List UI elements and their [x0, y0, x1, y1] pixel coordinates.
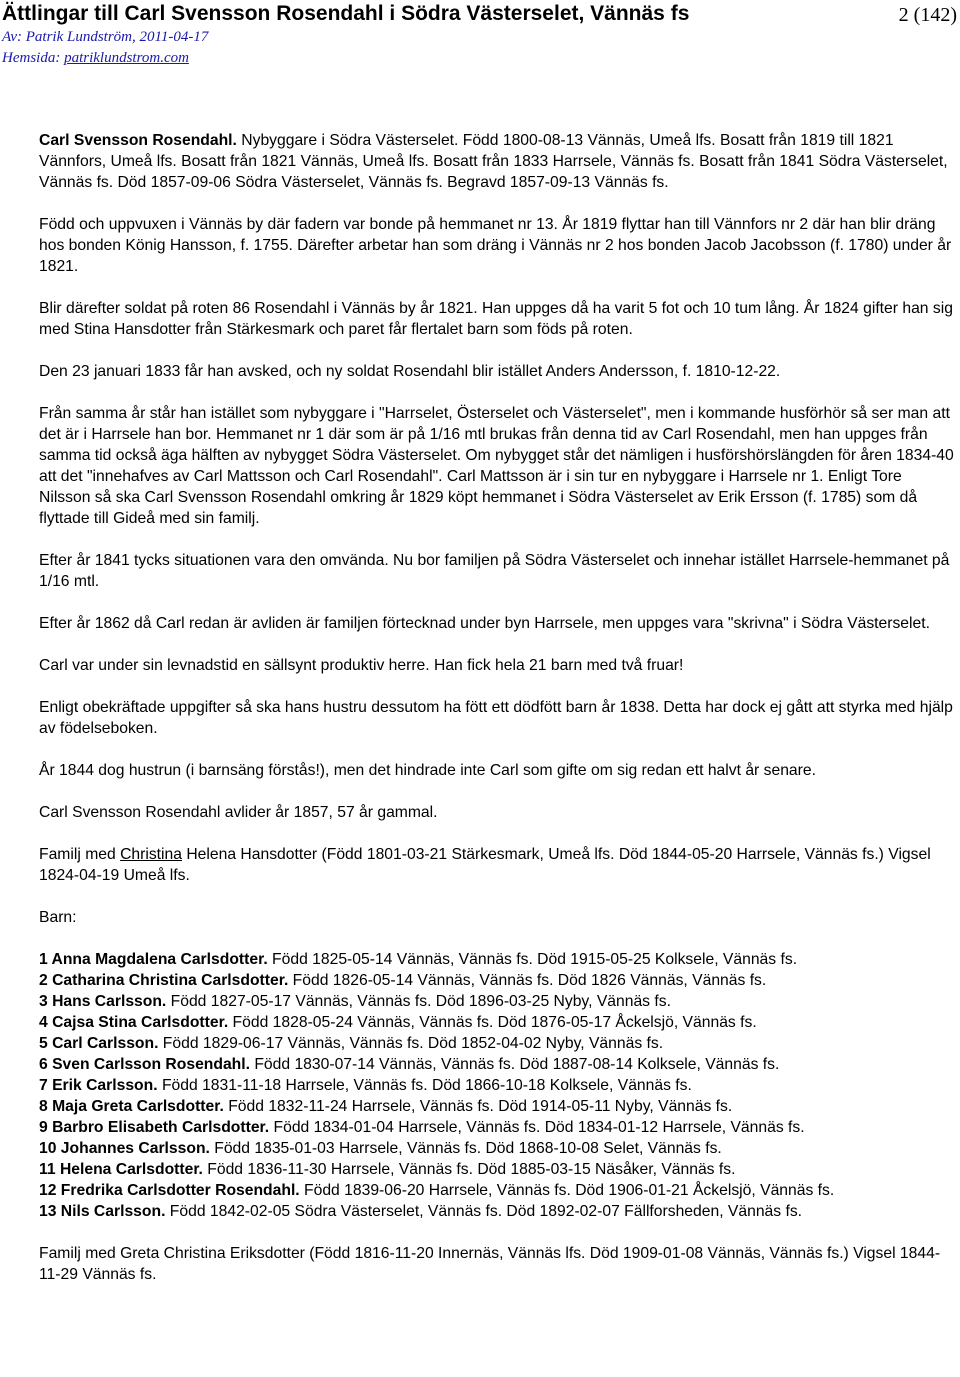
child-name: 11 Helena Carlsdotter.	[39, 1161, 203, 1178]
homepage-line	[2, 49, 189, 67]
child-entry	[39, 949, 954, 970]
child-details: Född 1839-06-20 Harrsele, Vännäs fs. Död 1906-01-21 Åckelsjö, Vännäs fs.	[299, 1182, 835, 1199]
child-entry	[39, 1075, 954, 1096]
children-heading: Barn:	[39, 909, 77, 926]
child-entry	[39, 1180, 954, 1201]
document-title: Ättlingar till Carl Svensson Rosendahl i Södra Västerselet, Vännäs fs	[2, 2, 690, 25]
child-name: 12 Fredrika Carlsdotter Rosendahl.	[39, 1182, 300, 1199]
paragraph: Från samma år står han istället som nybyggare i "Harrselet, Österselet och Västerselet", men i kommande husförhör så ser man att det är i Harrsele han bor. Hemmanet nr 1 där som är på 1/16 mtl brukas från denna tid av Carl Rosendahl, men han uppges från samma tid också äga hälften av nybygget Södra Västerselet. Om nybygget står det nämligen i husförshörslängden för åren 1834-40 att det "innehafves av Carl Mattsson och Carl Rosendahl". Carl Mattsson är i sin tur en nybyggare i Harrsele nr 1. Enligt Tore Nilsson så ska Carl Svensson Rosendahl omkring år 1829 köpt hemmanet i Södra Västerselet av Erik Ersson (f. 1785) som då flyttade till Gideå med sin familj.	[39, 405, 954, 527]
family-1-rest: Helena Hansdotter (Född 1801-03-21 Stärkesmark, Umeå lfs. Död 1844-05-20 Harrsele, Vännäs fs.) Vigsel 1824-04-19 Umeå lfs.	[39, 846, 931, 884]
paragraph: Blir därefter soldat på roten 86 Rosendahl i Vännäs by år 1821. Han uppges då ha varit 5 fot och 10 tum lång. År 1824 gifter han sig med Stina Hansdotter från Stärkesmark och paret får flertalet barn som föds på roten.	[39, 300, 953, 338]
child-details: Född 1830-07-14 Vännäs, Vännäs fs. Död 1887-08-14 Kolksele, Vännäs fs.	[249, 1056, 780, 1073]
document-body	[39, 130, 954, 1285]
child-name: 7 Erik Carlsson.	[39, 1077, 158, 1094]
family-1-paragraph	[39, 844, 954, 886]
child-details: Född 1826-05-14 Vännäs, Vännäs fs. Död 1826 Vännäs, Vännäs fs.	[288, 972, 767, 989]
child-entry	[39, 1012, 954, 1033]
child-details: Född 1836-11-30 Harrsele, Vännäs fs. Död 1885-03-15 Näsåker, Vännäs fs.	[202, 1161, 736, 1178]
page-number: 2 (142)	[898, 4, 957, 26]
child-entry	[39, 1033, 954, 1054]
paragraph: Carl Svensson Rosendahl avlider år 1857, 57 år gammal.	[39, 804, 438, 821]
child-details: Född 1832-11-24 Harrsele, Vännäs fs. Död 1914-05-11 Nyby, Vännäs fs.	[223, 1098, 733, 1115]
homepage-link[interactable]: patriklundstrom.com	[64, 50, 189, 66]
child-entry	[39, 1096, 954, 1117]
child-entry	[39, 1159, 954, 1180]
paragraph: Den 23 januari 1833 får han avsked, och ny soldat Rosendahl blir istället Anders Andersson, f. 1810-12-22.	[39, 363, 781, 380]
child-name: 8 Maja Greta Carlsdotter.	[39, 1098, 224, 1115]
paragraph: Efter år 1862 då Carl redan är avliden är familjen förtecknad under byn Harrsele, men uppges vara "skrivna" i Södra Västerselet.	[39, 615, 930, 632]
child-name: 2 Catharina Christina Carlsdotter.	[39, 972, 289, 989]
child-name: 9 Barbro Elisabeth Carlsdotter.	[39, 1119, 270, 1136]
child-details: Född 1834-01-04 Harrsele, Vännäs fs. Död 1834-01-12 Harrsele, Vännäs fs.	[269, 1119, 805, 1136]
child-name: 10 Johannes Carlsson.	[39, 1140, 210, 1157]
child-entry	[39, 970, 954, 991]
child-name: 13 Nils Carlsson.	[39, 1203, 166, 1220]
intro-text: Nybyggare i Södra Västerselet. Född 1800-08-13 Vännäs, Umeå lfs. Bosatt från 1819 till 1821 Vännfors, Umeå lfs. Bosatt från 1821 Vännäs, Umeå lfs. Bosatt från 1833 Harrsele, Vännäs fs. Bosatt från 1841 Södra Västerselet, Vännäs fs. Död 1857-09-06 Södra Västerselet, Vännäs fs. Begravd 1857-09-13 Vännäs fs.	[39, 132, 948, 191]
child-details: Född 1829-06-17 Vännäs, Vännäs fs. Död 1852-04-02 Nyby, Vännäs fs.	[158, 1035, 664, 1052]
child-name: 6 Sven Carlsson Rosendahl.	[39, 1056, 250, 1073]
child-details: Född 1831-11-18 Harrsele, Vännäs fs. Död 1866-10-18 Kolksele, Vännäs fs.	[157, 1077, 692, 1094]
family-2-paragraph: Familj med Greta Christina Eriksdotter (Född 1816-11-20 Innernäs, Vännäs lfs. Död 1909-01-08 Vännäs, Vännäs fs.) Vigsel 1844-11-29 Vännäs fs.	[39, 1245, 941, 1283]
page-header	[0, 0, 960, 72]
paragraph: År 1844 dog hustrun (i barnsäng förstås!), men det hindrade inte Carl som gifte om sig redan ett halvt år senare.	[39, 762, 816, 779]
child-name: 3 Hans Carlsson.	[39, 993, 167, 1010]
child-entry	[39, 1054, 954, 1075]
intro-paragraph	[39, 130, 954, 193]
child-entry	[39, 1138, 954, 1159]
child-entry	[39, 1201, 954, 1222]
child-details: Född 1835-01-03 Harrsele, Vännäs fs. Död 1868-10-08 Selet, Vännäs fs.	[209, 1140, 722, 1157]
child-details: Född 1842-02-05 Södra Västerselet, Vännäs fs. Död 1892-02-07 Fällforsheden, Vännäs fs.	[165, 1203, 803, 1220]
intro-person-name: Carl Svensson Rosendahl.	[39, 132, 237, 149]
child-name: 4 Cajsa Stina Carlsdotter.	[39, 1014, 229, 1031]
children-list	[39, 949, 954, 1222]
family-1-prefix: Familj med	[39, 846, 121, 863]
homepage-label: Hemsida:	[2, 50, 65, 66]
child-name: 1 Anna Magdalena Carlsdotter.	[39, 951, 268, 968]
child-details: Född 1828-05-24 Vännäs, Vännäs fs. Död 1876-05-17 Åckelsjö, Vännäs fs.	[228, 1014, 757, 1031]
child-entry	[39, 1117, 954, 1138]
author-line: Av: Patrik Lundström, 2011-04-17	[2, 29, 209, 45]
child-entry	[39, 991, 954, 1012]
child-name: 5 Carl Carlsson.	[39, 1035, 159, 1052]
paragraph: Enligt obekräftade uppgifter så ska hans hustru dessutom ha fött ett dödfött barn år 1838. Detta har dock ej gått att styrka med hjälp av födelseboken.	[39, 699, 953, 737]
paragraph: Carl var under sin levnadstid en sällsynt produktiv herre. Han fick hela 21 barn med två fruar!	[39, 657, 684, 674]
paragraph: Efter år 1841 tycks situationen vara den omvända. Nu bor familjen på Södra Västerselet och innehar istället Harrsele-hemmanet på 1/16 mtl.	[39, 552, 950, 590]
family-1-first-name: Christina	[120, 846, 182, 863]
paragraph: Född och uppvuxen i Vännäs by där fadern var bonde på hemmanet nr 13. År 1819 flyttar han till Vännfors nr 2 där han blir dräng hos bonden König Hansson, f. 1755. Därefter arbetar han som dräng i Vännäs nr 2 hos bonden Jacob Jacobsson (f. 1780) under år 1821.	[39, 216, 952, 275]
child-details: Född 1825-05-14 Vännäs, Vännäs fs. Död 1915-05-25 Kolksele, Vännäs fs.	[267, 951, 798, 968]
child-details: Född 1827-05-17 Vännäs, Vännäs fs. Död 1896-03-25 Nyby, Vännäs fs.	[166, 993, 671, 1010]
